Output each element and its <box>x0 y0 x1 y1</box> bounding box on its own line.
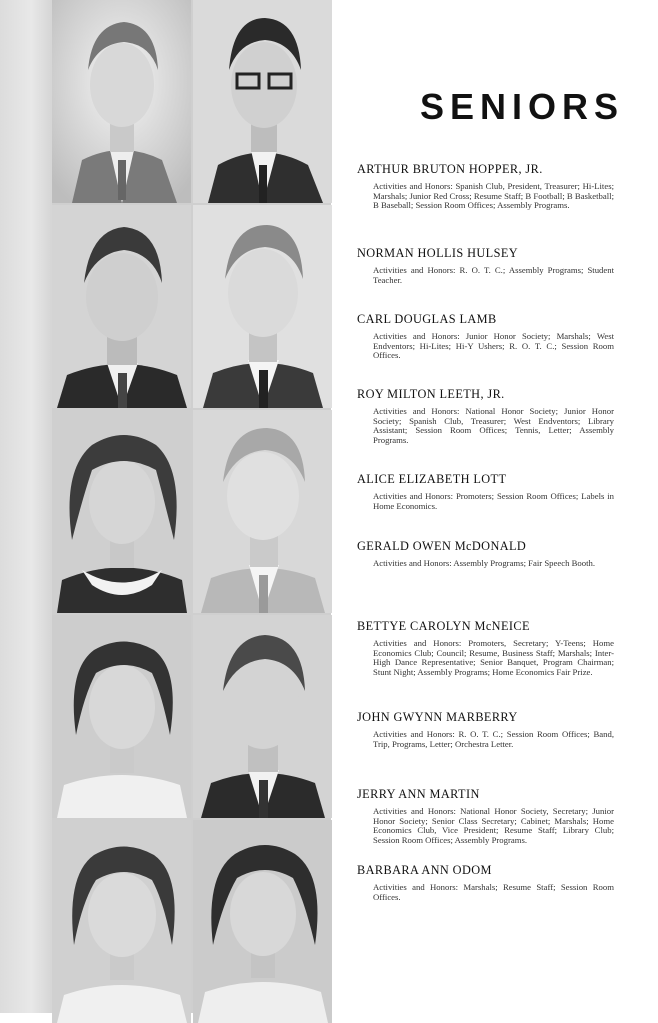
senior-name: ARTHUR BRUTON HOPPER, JR. <box>357 162 543 176</box>
portrait-lott <box>52 410 191 613</box>
senior-entry <box>357 710 614 749</box>
senior-entry <box>357 472 614 511</box>
senior-name: NORMAN HOLLIS HULSEY <box>357 246 519 260</box>
page-title: SENIORS <box>420 86 625 127</box>
portrait-row2-left <box>52 205 191 408</box>
portrait-mcneice <box>52 615 191 818</box>
senior-name: BARBARA ANN ODOM <box>357 863 492 877</box>
senior-name: GERALD OWEN McDONALD <box>357 539 527 553</box>
senior-entry <box>357 312 614 361</box>
senior-activities: Activities and Honors: Promoters; Session Room Offices; Labels in Home Economics. <box>373 491 614 511</box>
portrait-grid <box>52 0 331 1013</box>
portrait-odom <box>193 820 332 1023</box>
portrait-row2-right <box>193 205 332 408</box>
senior-entry <box>357 387 614 445</box>
senior-activities: Activities and Honors: Spanish Club, President, Treasurer; Hi-Lites; Marshals; Junior Red Cross; Resume Staff; B Football; B Basketball; B Baseball; Session Room Offices; Assembly Programs. <box>373 181 614 211</box>
senior-name: JERRY ANN MARTIN <box>357 787 480 801</box>
senior-activities: Activities and Honors: Promoters, Secretary; Y-Teens; Home Economics Club; Council; Resume, Business Staff; Marshals; Inter-High Dance Representative; Senior Banquet, Program Chairman; Stunt Night; Assembly Programs; Home Economics Fair Prize. <box>373 638 614 677</box>
portrait-mcdonald <box>193 410 332 613</box>
senior-activities: Activities and Honors: National Honor Society; Junior Honor Society; Spanish Club, Treasurer; West Endventors; Library Assistant; Session Room Offices; Tennis, Letter; Assembly Programs. <box>373 406 614 445</box>
senior-entry <box>357 863 614 902</box>
senior-name: ALICE ELIZABETH LOTT <box>357 472 507 486</box>
senior-entry <box>357 619 614 677</box>
page-edge-shadow <box>0 0 52 1013</box>
senior-activities: Activities and Honors: R. O. T. C.; Session Room Offices; Band, Trip, Programs, Letter; Orchestra Letter. <box>373 729 614 749</box>
portrait-martin <box>52 820 191 1023</box>
senior-activities: Activities and Honors: Junior Honor Society; Marshals; West Endventors; Hi-Lites; Hi-Y Ushers; R. O. T. C.; Session Room Offices. <box>373 331 614 361</box>
senior-entry <box>357 539 614 569</box>
portrait-hulsey-row1 <box>193 0 332 203</box>
portrait-hopper <box>52 0 191 203</box>
senior-activities: Activities and Honors: National Honor Society, Secretary; Junior Honor Society; Senior Class Secretary; Cabinet; Marshals; Home Economics Club, Vice President; Resume Staff; Library Club; Session Room Offices; Assembly Programs. <box>373 806 614 845</box>
senior-activities: Activities and Honors: Marshals; Resume Staff; Session Room Offices. <box>373 882 614 902</box>
senior-name: JOHN GWYNN MARBERRY <box>357 710 518 724</box>
senior-name: CARL DOUGLAS LAMB <box>357 312 497 326</box>
senior-activities: Activities and Honors: R. O. T. C.; Assembly Programs; Student Teacher. <box>373 265 614 285</box>
senior-name: BETTYE CAROLYN McNEICE <box>357 619 530 633</box>
senior-entry <box>357 246 614 285</box>
portrait-marberry <box>193 615 332 818</box>
senior-entry <box>357 787 614 845</box>
senior-name: ROY MILTON LEETH, JR. <box>357 387 505 401</box>
senior-activities: Activities and Honors: Assembly Programs; Fair Speech Booth. <box>373 558 595 568</box>
senior-entry <box>357 162 614 211</box>
